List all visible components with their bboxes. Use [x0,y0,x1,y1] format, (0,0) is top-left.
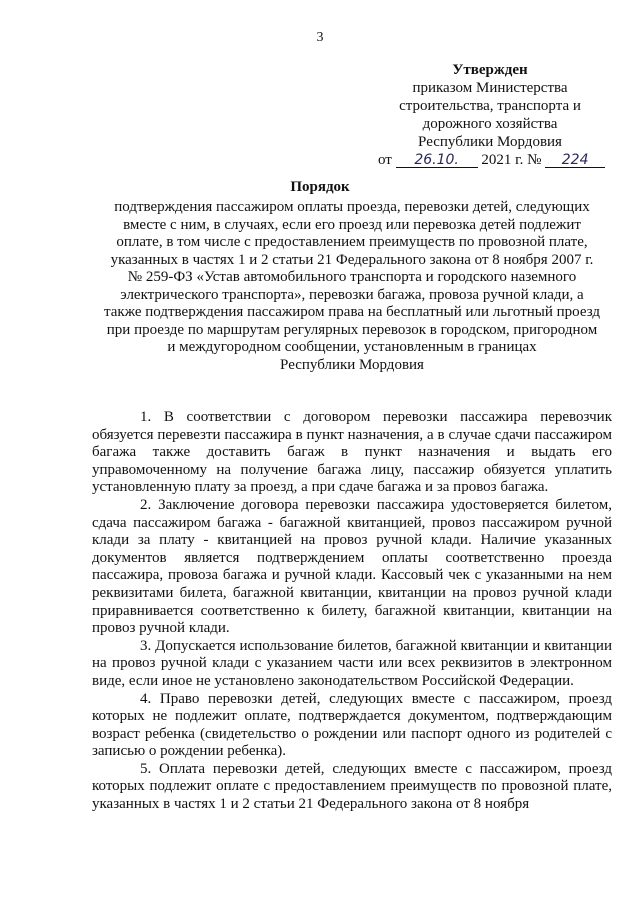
paragraph-2: 2. Заключение договора перевозки пассажира удостоверяется билетом, сдача пассажиром багажа - багажной квитанцией, провоз пассажиром ручной клади за плату - квитанцией на провоз ручной клади. Наличие указанных документов является подтверждением оплаты соответственно проезда пассажира, провоза багажа и ручной клади. Кассовый чек с указанными на нем реквизитами билета, багажной квитанции, квитанции на провоз ручной клади приравнивается соответственно к билету, багажной квитанции, квитанции на провоз ручной клади. [92,496,612,637]
date-prefix: от [378,152,392,168]
document-body [92,409,612,814]
approval-line: приказом Министерства [412,80,568,96]
handwritten-date: 26.10. [396,153,478,168]
approval-line: дорожного хозяйства [422,116,558,132]
paragraph-1: 1. В соответствии с договором перевозки пассажира перевозчик обязуется перевезти пассажира в пункт назначения, а в случае сдачи пассажиром багажа также доставить багаж в пункт назначения и выдать его управомоченному на получение багажа лицу, пассажир обязуется уплатить установленную плату за проезд, а при сдаче багажа и за провоз багажа. [92,409,612,496]
subtitle-line: Республики Мордовия [280,356,424,373]
paragraph-3: 3. Допускается использование билетов, багажной квитанции и квитанции на провоз ручной клади с указанием части или всех реквизитов в электронном виде, если иное не установлено законодательством Российской Федерации. [92,637,612,689]
approval-date-line [378,151,610,169]
year-number-label: 2021 г. № [481,152,542,168]
paragraph-4: 4. Право перевозки детей, следующих вместе с пассажиром, проезд которых не подлежит оплате, подтверждается документом, подтверждающим возраст ребенка (свидетельство о рождении или паспорт одного из родителей с записью о рождении ребенка). [92,690,612,760]
subtitle-line: указанных в частях 1 и 2 статьи 21 Федерального закона от 8 ноября 2007 г. [110,251,594,268]
handwritten-order-number: 224 [545,153,605,168]
subtitle-line: и междугородном сообщении, установленным в границах [167,339,537,355]
subtitle-line: при проезде по маршрутам регулярных перевозок в городском, пригородном [106,321,598,338]
subtitle-line: электрического транспорта», перевозки багажа, провоза ручной клади, а [120,286,584,303]
subtitle-line: также подтверждения пассажиром права на бесплатный или льготный проезд [104,304,600,320]
approval-block [370,61,610,169]
page-number: 3 [316,30,324,45]
paragraph-5: 5. Оплата перевозки детей, следующих вместе с пассажиром, проезд которых подлежит оплате с предоставлением преимуществ по провозной плате, указанных в частях 1 и 2 статьи 21 Федерального закона от 8 ноября [92,760,612,813]
approval-line: строительства, транспорта и [399,98,581,114]
subtitle-line: подтверждения пассажиром оплаты проезда, перевозки детей, следующих [114,199,590,215]
approval-line: Республики Мордовия [418,134,562,150]
subtitle-line: № 259-ФЗ «Устав автомобильного транспорта и городского наземного [127,269,577,285]
approval-heading: Утвержден [452,62,528,78]
subtitle-line: оплате, в том числе с предоставлением преимуществ по провозной плате, [116,234,588,250]
document-subtitle [92,199,612,374]
subtitle-line: вместе с ним, в случаях, если его проезд или перевозка детей подлежит [123,216,581,233]
document-title: Порядок [290,179,350,195]
